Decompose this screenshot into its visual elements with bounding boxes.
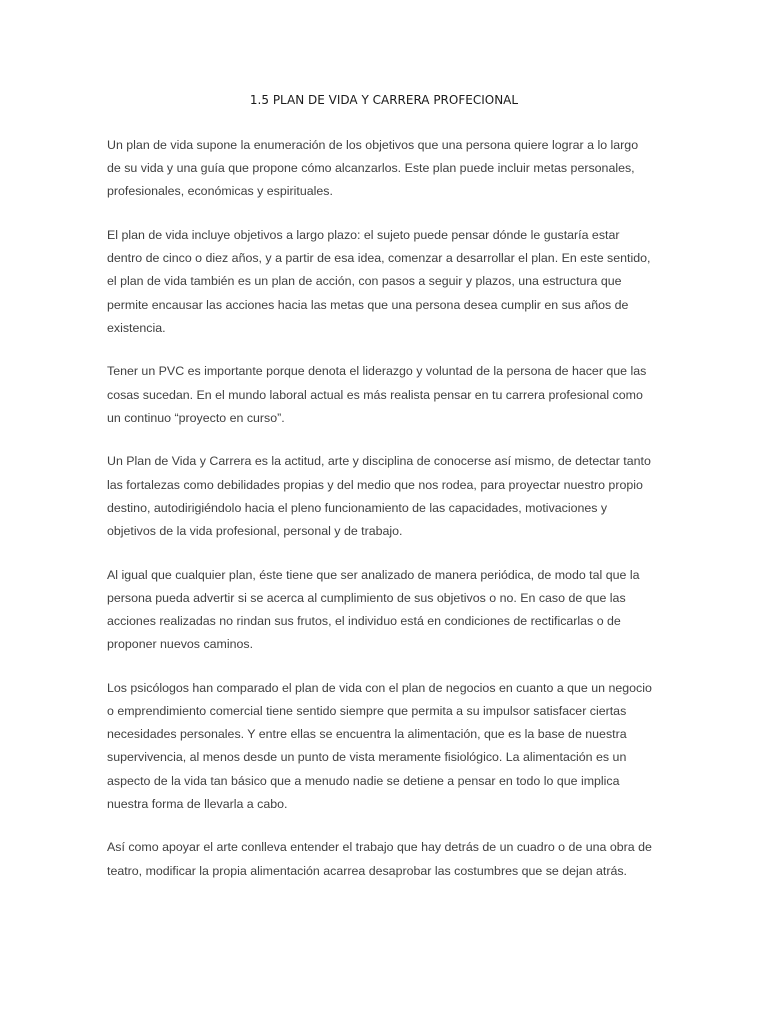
text-line: permite encausar las acciones hacia las metas que una persona desea cumplir en sus años de (107, 297, 629, 312)
text-line: aspecto de la vida tan básico que a menudo nadie se detiene a pensar en todo lo que implica (107, 773, 620, 788)
text-line: dentro de cinco o diez años, y a partir de esa idea, comenzar a desarrollar el plan. En este sentido, (107, 251, 651, 266)
text-line: El plan de vida incluye objetivos a largo plazo: el sujeto puede pensar dónde le gustaría estar (107, 228, 620, 242)
text-line: el plan de vida también es un plan de acción, con pasos a seguir y plazos, una estructura que (107, 274, 622, 289)
text-line: proponer nuevos caminos. (107, 637, 254, 652)
text-line: Los psicólogos han comparado el plan de vida con el plan de negocios en cuanto a que un negocio (107, 680, 652, 695)
text-line: de su vida y una guía que propone cómo alcanzarlos. Este plan puede incluir metas personales, (107, 161, 635, 176)
text-line: Un plan de vida supone la enumeración de los objetivos que una persona quiere lograr a lo largo (107, 138, 639, 152)
text-line: nuestra forma de llevarla a cabo. (107, 796, 288, 811)
text-line: Así como apoyar el arte conlleva entender el trabajo que hay detrás de un cuadro o de una obra de (107, 840, 652, 855)
paragraph-2 (107, 224, 663, 340)
paragraph-1 (107, 134, 663, 204)
text-line: profesionales, económicas y espirituales. (107, 184, 333, 199)
text-line: Al igual que cualquier plan, éste tiene que ser analizado de manera periódica, de modo tal que la (107, 567, 640, 582)
document-body (107, 134, 663, 903)
paragraph-5 (107, 564, 663, 657)
text-line: o emprendimiento comercial tiene sentido siempre que permita a su impulsor satisfacer ciertas (107, 704, 627, 719)
text-line: cosas sucedan. En el mundo laboral actual es más realista pensar en tu carrera profesional como (107, 387, 643, 402)
text-line: acciones realizadas no rindan sus frutos, el individuo está en condiciones de rectificarlas o de (107, 614, 621, 629)
page-title: 1.5 PLAN DE VIDA Y CARRERA PROFECIONAL (249, 93, 519, 107)
text-line: las fortalezas como debilidades propias y del medio que nos rodea, para proyectar nuestro propio (107, 477, 643, 492)
text-line: un continuo “proyecto en curso”. (107, 410, 285, 425)
text-line: objetivos de la vida profesional, personal y de trabajo. (107, 524, 403, 539)
text-line: teatro, modificar la propia alimentación acarrea desaprobar las costumbres que se dejan atrás. (107, 863, 627, 878)
paragraph-6 (107, 677, 663, 816)
paragraph-4 (107, 450, 663, 543)
paragraph-7 (107, 836, 663, 882)
text-line: existencia. (107, 320, 166, 335)
paragraph-3 (107, 360, 663, 430)
text-line: Tener un PVC es importante porque denota el liderazgo y voluntad de la persona de hacer que las (107, 364, 647, 379)
text-line: necesidades personales. Y entre ellas se encuentra la alimentación, que es la base de nuestra (107, 727, 627, 742)
text-line: persona pueda advertir si se acerca al cumplimiento de sus objetivos o no. En caso de que las (107, 590, 626, 605)
text-line: Un Plan de Vida y Carrera es la actitud, arte y disciplina de conocerse así mismo, de detectar tanto (107, 454, 651, 469)
text-line: supervivencia, al menos desde un punto de vista meramente fisiológico. La alimentación es un (107, 750, 627, 765)
text-line: destino, autodirigiéndolo hacia el pleno funcionamiento de las capacidades, motivaciones y (107, 500, 608, 515)
